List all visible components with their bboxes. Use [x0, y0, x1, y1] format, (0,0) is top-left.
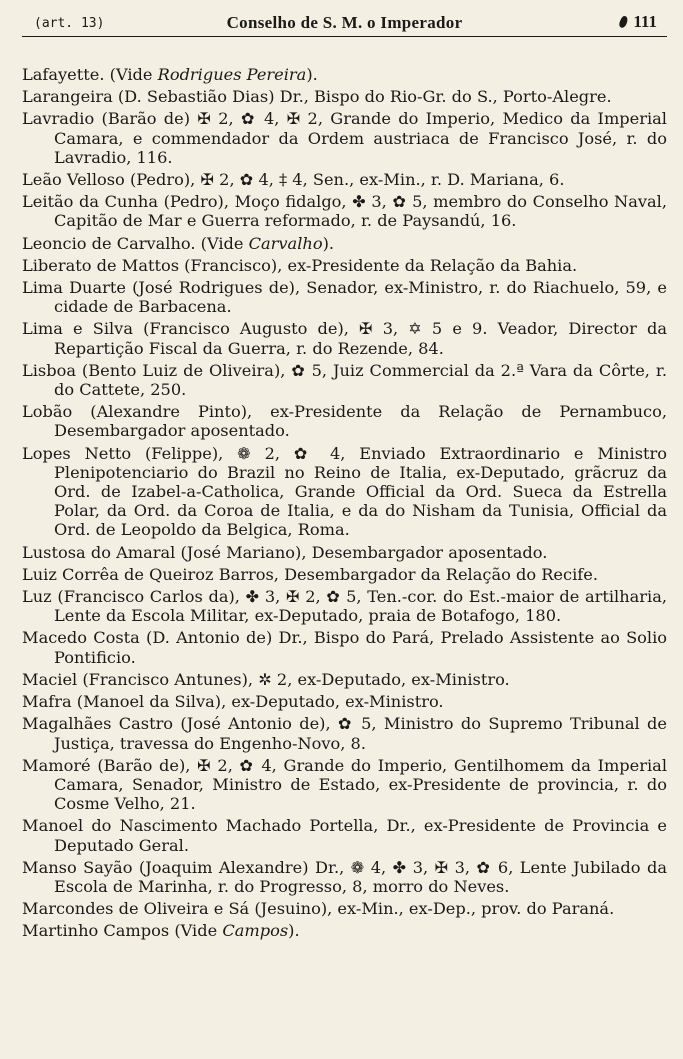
list-item: [22, 278, 667, 316]
entry-text: Manoel do Nascimento Machado Portella, Dr., ex-Presidente de Provincia e Deputado Geral.: [22, 816, 667, 855]
entry-text: Marcondes de Oliveira e Sá (Jesuino), ex-Min., ex-Dep., prov. do Paraná.: [22, 899, 615, 919]
entry-cross-reference: Rodrigues Pereira: [157, 65, 307, 84]
ink-mark-icon: [618, 15, 629, 29]
entry-text: Lima Duarte (José Rodrigues de), Senador, ex-Ministro, r. do Riachuelo, 59, e cidade de Barbacena.: [22, 278, 667, 317]
list-item: [22, 692, 667, 711]
entry-text-tail: ).: [306, 65, 318, 84]
list-item: [22, 858, 667, 896]
list-item: [22, 543, 667, 562]
list-item: [22, 565, 667, 584]
running-title: Conselho de S. M. o Imperador: [226, 13, 463, 32]
entry-text: Liberato de Mattos (Francisco), ex-Presidente da Relação da Bahia.: [22, 255, 578, 275]
section-reference: (art. 13): [34, 16, 105, 31]
list-item: [22, 899, 667, 918]
list-item: [22, 109, 667, 167]
list-item: [22, 714, 667, 752]
list-item: [22, 587, 667, 625]
page-number: 111: [633, 12, 657, 31]
entry-text: Mafra (Manoel da Silva), ex-Deputado, ex-Ministro.: [22, 692, 444, 712]
entry-cross-reference: Campos: [222, 921, 289, 941]
entry-text: Lustosa do Amaral (José Mariano), Desembargador aposentado.: [22, 542, 548, 562]
entry-list: [22, 65, 667, 941]
list-item: [22, 87, 667, 106]
list-item: [22, 65, 667, 84]
entry-text: Lafayette. (Vide: [22, 65, 158, 84]
list-item: [22, 192, 667, 230]
list-item: [22, 756, 667, 814]
entry-text: Luiz Corrêa de Queiroz Barros, Desembargador da Relação do Recife.: [22, 564, 598, 584]
entry-text: Macedo Costa (D. Antonio de) Dr., Bispo do Pará, Prelado Assistente ao Solio Pontificio.: [22, 628, 667, 667]
entry-text: Martinho Campos (Vide: [22, 921, 223, 941]
entry-text: Larangeira (D. Sebastião Dias) Dr., Bispo do Rio-Gr. do S., Porto-Alegre.: [22, 87, 612, 107]
page-number-block: [620, 12, 657, 32]
entry-text: Lima e Silva (Francisco Augusto de), ✠ 3, ✡ 5 e 9. Veador, Director da Repartição Fiscal da Guerra, r. do Rezende, 84.: [22, 319, 667, 358]
entry-text: Lobão (Alexandre Pinto), ex-Presidente da Relação de Pernambuco, Desembargador aposentado.: [22, 402, 667, 441]
list-item: [22, 256, 667, 275]
list-item: [22, 402, 667, 440]
entry-text: Magalhães Castro (José Antonio de), ✿ 5, Ministro do Supremo Tribunal de Justiça, travessa do Engenho-Novo, 8.: [22, 714, 667, 753]
list-item: [22, 921, 667, 940]
list-item: [22, 444, 667, 540]
entry-text: Maciel (Francisco Antunes), ✲ 2, ex-Deputado, ex-Ministro.: [22, 669, 510, 689]
entry-text-tail: ).: [288, 921, 300, 941]
entry-text: Manso Sayão (Joaquim Alexandre) Dr., ❁ 4, ✤ 3, ✠ 3, ✿ 6, Lente Jubilado da Escola de Marinha, r. do Progresso, 8, morro do Neves.: [22, 857, 667, 896]
list-item: [22, 628, 667, 666]
entry-text: Leoncio de Carvalho. (Vide: [22, 233, 249, 253]
list-item: [22, 319, 667, 357]
list-item: [22, 361, 667, 399]
list-item: [22, 170, 667, 189]
entry-text-tail: ).: [322, 233, 335, 253]
entry-cross-reference: Carvalho: [248, 233, 323, 253]
list-item: [22, 234, 667, 253]
list-item: [22, 670, 667, 689]
entry-text: Mamoré (Barão de), ✠ 2, ✿ 4, Grande do Imperio, Gentilhomem da Imperial Camara, Senador, Ministro de Estado, ex-Presidente de provincia, r. do Cosme Velho, 21.: [22, 755, 667, 814]
entry-text: Leitão da Cunha (Pedro), Moço fidalgo, ✤ 3, ✿ 5, membro do Conselho Naval, Capitão de Mar e Guerra reformado, r. de Paysandú, 16.: [22, 192, 667, 231]
entry-text: Lopes Netto (Felippe), ❁ 2, ✿ 4, Enviado Extraordinario e Ministro Plenipotenciario do Brazil no Reino de Italia, ex-Deputado, grãcruz da Ord. de Izabel-a-Catholica, Grande Official da Ord. Sueca da Estrella Polar, da Ord. da Coroa de Italia, e da do Nisham da Tunisia, Official da Ord. de Leopoldo da Belgica, Roma.: [22, 443, 667, 540]
list-item: [22, 816, 667, 854]
entry-text: Lisboa (Bento Luiz de Oliveira), ✿ 5, Juiz Commercial da 2.ª Vara da Côrte, r. do Cattete, 250.: [22, 360, 667, 400]
entry-text: Leão Velloso (Pedro), ✠ 2, ✿ 4, ‡ 4, Sen., ex-Min., r. D. Mariana, 6.: [22, 170, 565, 190]
entry-text: Lavradio (Barão de) ✠ 2, ✿ 4, ✠ 2, Grande do Imperio, Medico da Imperial Camara, e commendador da Ordem austriaca de Francisco José, r. do Lavradio, 116.: [22, 109, 667, 167]
running-header: [22, 10, 667, 37]
entry-text: Luz (Francisco Carlos da), ✤ 3, ✠ 2, ✿ 5, Ten.-cor. do Est.-maior de artilharia, Lente da Escola Militar, ex-Deputado, praia de Botafogo, 180.: [22, 587, 667, 626]
